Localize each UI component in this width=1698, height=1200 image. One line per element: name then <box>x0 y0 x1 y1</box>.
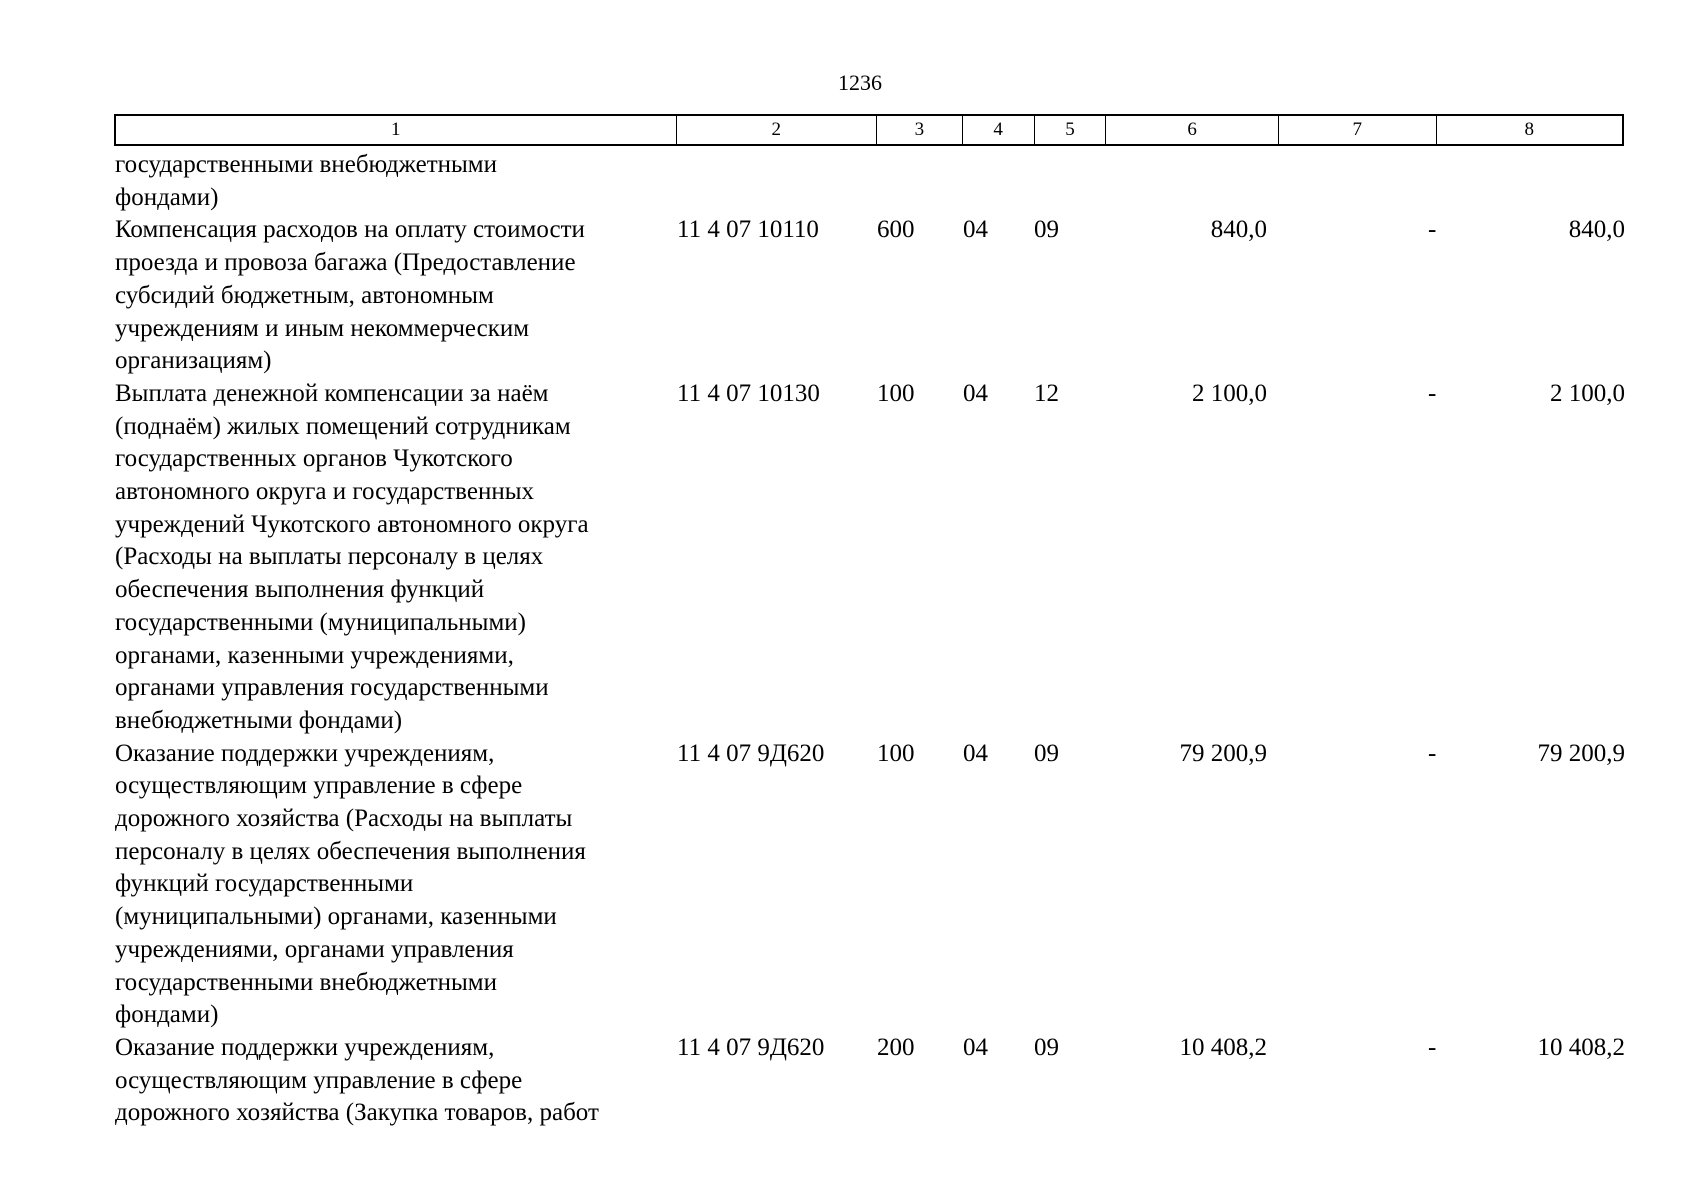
row-section: 04 <box>963 379 988 407</box>
column-header-4: 4 <box>963 116 1035 144</box>
row-subsection: 09 <box>1034 739 1059 767</box>
table-row <box>115 738 1625 1032</box>
row-description: Компенсация расходов на оплату стоимости проезда и провоза багажа (Предоставление субсидий бюджетным, автономным учреждениям и иным некоммерческим организациям) <box>115 216 585 375</box>
row-section: 04 <box>963 216 988 244</box>
row-amount-8: 79 200,9 <box>1537 739 1625 767</box>
row-expense-type: 200 <box>877 1033 915 1061</box>
row-amount-8: 10 408,2 <box>1537 1033 1625 1061</box>
table-body <box>115 149 1625 1130</box>
row-section: 04 <box>963 739 988 767</box>
row-amount-8: 840,0 <box>1568 216 1625 244</box>
column-header-7: 7 <box>1279 116 1437 144</box>
table-row <box>115 214 1625 378</box>
column-header-3: 3 <box>877 116 963 144</box>
continuation-text: государственными внебюджетными фондами) <box>115 151 498 211</box>
row-amount-6: 79 200,9 <box>1179 739 1267 767</box>
column-header-2: 2 <box>677 116 877 144</box>
row-amount-7: - <box>1428 1033 1437 1061</box>
row-expense-type: 100 <box>877 379 915 407</box>
table-row <box>115 1032 1625 1130</box>
row-code: 11 4 07 9Д620 <box>677 739 825 767</box>
row-amount-7: - <box>1428 739 1437 767</box>
row-subsection: 09 <box>1034 1033 1059 1061</box>
column-header-5: 5 <box>1035 116 1107 144</box>
column-header-6: 6 <box>1106 116 1279 144</box>
row-amount-6: 2 100,0 <box>1192 379 1267 407</box>
row-description: Выплата денежной компенсации за наём (поднаём) жилых помещений сотрудникам государственных органов Чукотского автономного округа и государственных учреждений Чукотского автономного округа (Расходы на выплаты персоналу в целях обеспечения выполнения функций государственными (муниципальными) органами, казенными учреждениями, органами управления государственными внебюджетными фондами) <box>115 379 589 734</box>
row-amount-6: 10 408,2 <box>1179 1033 1267 1061</box>
row-expense-type: 100 <box>877 739 915 767</box>
table-row <box>115 378 1625 738</box>
row-code: 11 4 07 10130 <box>677 379 820 407</box>
row-section: 04 <box>963 1033 988 1061</box>
row-description: Оказание поддержки учреждениям, осуществляющим управление в сфере дорожного хозяйства (Расходы на выплаты персоналу в целях обеспечения выполнения функций государственными (муниципальными) органами, казенными учреждениями, органами управления государственными внебюджетными фондами) <box>115 739 586 1029</box>
row-amount-7: - <box>1428 379 1437 407</box>
row-subsection: 09 <box>1034 216 1059 244</box>
row-amount-8: 2 100,0 <box>1550 379 1625 407</box>
column-header-row <box>114 114 1624 146</box>
row-description: Оказание поддержки учреждениям, осуществляющим управление в сфере дорожного хозяйства (Закупка товаров, работ <box>115 1033 599 1127</box>
row-code: 11 4 07 10110 <box>677 216 819 244</box>
row-subsection: 12 <box>1034 379 1059 407</box>
row-amount-6: 840,0 <box>1210 216 1267 244</box>
row-amount-7: - <box>1428 216 1437 244</box>
page-number: 1236 <box>838 70 882 95</box>
column-header-8: 8 <box>1524 119 1534 140</box>
row-expense-type: 600 <box>877 216 915 244</box>
column-header-1: 1 <box>116 116 677 144</box>
row-code: 11 4 07 9Д620 <box>677 1033 825 1061</box>
